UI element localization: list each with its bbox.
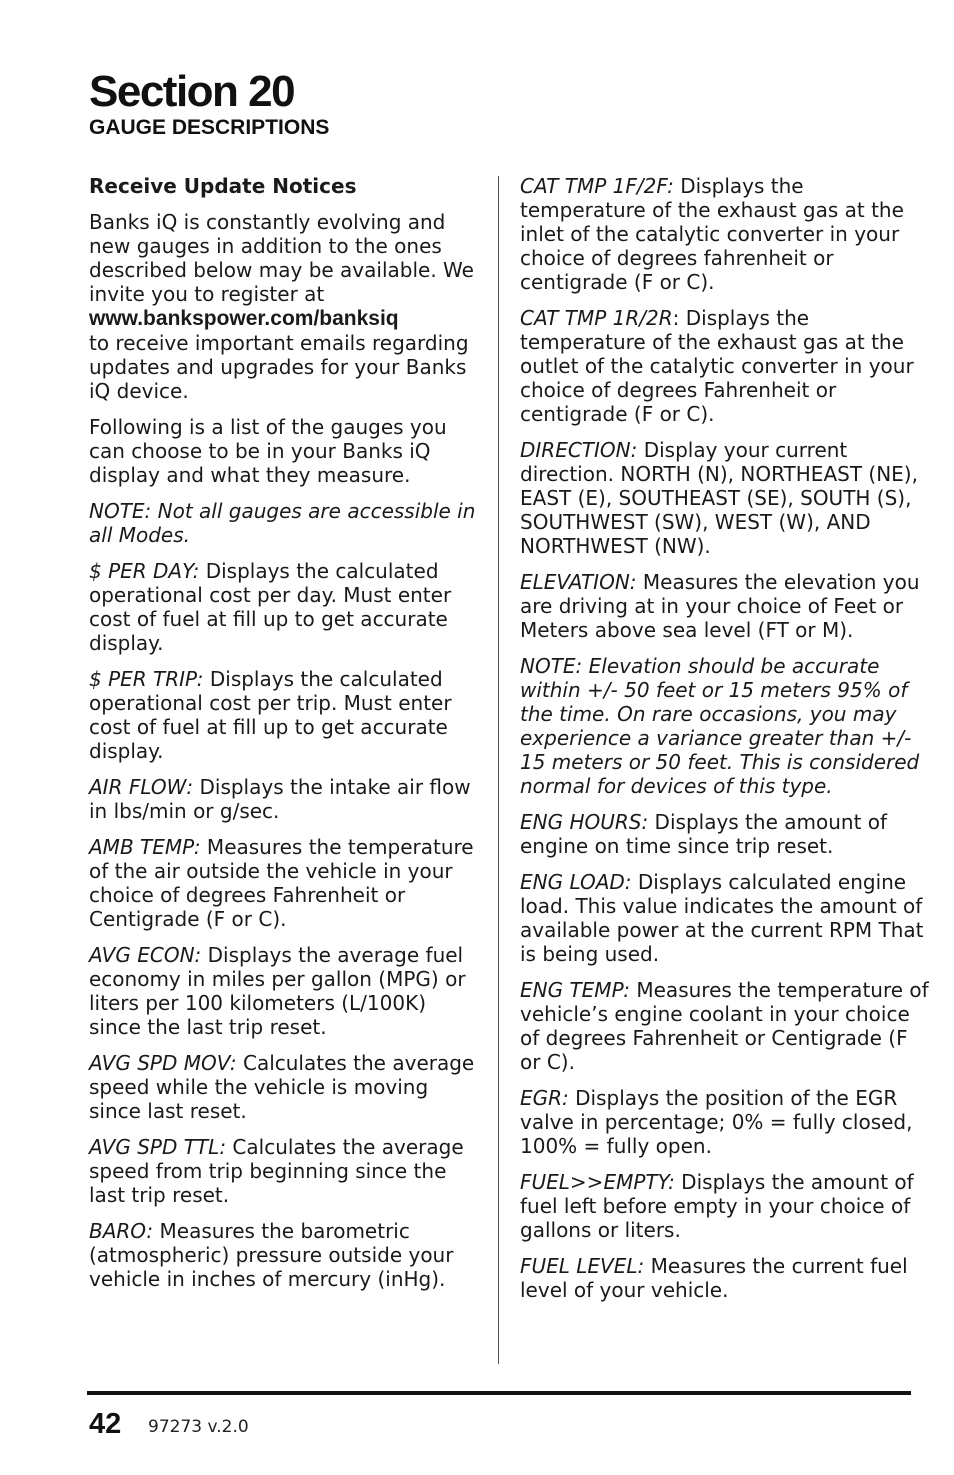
gauge-term: BARO: [89,1219,154,1243]
gauge-term: CAT TMP 1R/2R [520,306,673,330]
gauge-desc: Calculates the average speed from trip beginning since the last trip reset. [89,1135,464,1207]
gauge-term: ENG HOURS: [520,810,649,834]
gauge-entry [89,943,484,1039]
gauge-entry [520,174,930,294]
gauge-desc: Displays calculated engine load. This value indicates the amount of available power at the current RPM That is being used. [520,870,924,966]
elevation-note: NOTE: Elevation should be accurate within +/- 50 feet or 15 meters 95% of the time. On rare occasions, you may experience a variance greater than +/- 15 meters or 50 feet. This is considered normal for devices of this type. [520,654,920,798]
gauge-desc: Displays the average fuel economy in miles per gallon (MPG) or liters per 100 kilometers (L/100K) since the last trip reset. [89,943,466,1039]
page-number: 42 [89,1408,122,1440]
gauge-term: $ PER DAY: [89,559,200,583]
update-notices-heading: Receive Update Notices [89,174,357,198]
section-title: Section 20 [89,67,295,116]
gauge-desc: Measures the current fuel level of your vehicle. [520,1254,908,1302]
left-column [89,174,484,1303]
gauge-term: $ PER TRIP: [89,667,204,691]
gauge-entry [89,835,484,931]
right-column [520,174,930,1314]
gauge-entry [520,1086,930,1158]
gauge-list-intro: Following is a list of the gauges you can choose to be in your Banks iQ display and what they measure. [89,415,447,487]
gauge-entry [520,1254,930,1302]
gauge-desc: : Displays the temperature of the exhaust gas at the outlet of the catalytic converter in your choice of degrees Fahrenheit or centigrade (F or C). [520,306,914,426]
gauge-term: AVG SPD TTL: [89,1135,227,1159]
gauge-term: AVG ECON: [89,943,202,967]
gauge-entry [89,775,484,823]
gauge-entry [520,1170,930,1242]
gauge-term: FUEL>>EMPTY: [520,1170,675,1194]
gauge-entry [89,1219,484,1291]
doc-version: 97273 v.2.0 [148,1417,249,1437]
gauge-desc: Measures the temperature of vehicle’s engine coolant in your choice of degrees Fahrenheit or Centigrade (F or C). [520,978,929,1074]
gauge-desc: Displays the amount of fuel left before empty in your choice of gallons or liters. [520,1170,914,1242]
gauge-desc: Displays the amount of engine on time since trip reset. [520,810,888,858]
gauge-term: ELEVATION: [520,570,637,594]
gauge-term: FUEL LEVEL: [520,1254,645,1278]
gauge-entry [89,1051,484,1123]
page-header [89,68,329,140]
gauge-desc: Displays the position of the EGR valve in percentage; 0% = fully closed, 100% = fully open. [520,1086,913,1158]
gauge-desc: Measures the temperature of the air outside the vehicle in your choice of degrees Fahrenheit or Centigrade (F or C). [89,835,474,931]
gauge-term: ENG LOAD: [520,870,632,894]
gauge-entry [89,1135,484,1207]
intro-text-part1: Banks iQ is constantly evolving and new gauges in addition to the ones described below may be available. We invite you to register at [89,210,474,306]
gauge-term: AIR FLOW: [89,775,194,799]
gauge-entry [520,978,930,1074]
gauge-entry [520,870,930,966]
section-subtitle: GAUGE DESCRIPTIONS [89,116,330,139]
gauge-term: AVG SPD MOV: [89,1051,237,1075]
gauge-entry [89,667,484,763]
footer-rule [87,1391,911,1395]
gauge-desc: Measures the elevation you are driving at in your choice of Feet or Meters above sea level (FT or M). [520,570,920,642]
gauge-term: DIRECTION: [520,438,638,462]
gauge-term: AMB TEMP: [89,835,201,859]
intro-paragraph [89,210,484,403]
gauge-entry [89,559,484,655]
register-link[interactable]: www.bankspower.com/banksiq [89,307,399,330]
column-divider [498,176,499,1364]
gauge-desc: Displays the calculated operational cost per trip. Must enter cost of fuel at fill up to get accurate display. [89,667,452,763]
gauge-term: CAT TMP 1F/2F: [520,174,674,198]
gauge-desc: Calculates the average speed while the vehicle is moving since last reset. [89,1051,475,1123]
gauge-entry [520,306,930,426]
gauge-desc: Displays the calculated operational cost per day. Must enter cost of fuel at fill up to get accurate display. [89,559,452,655]
modes-note: NOTE: Not all gauges are accessible in all Modes. [89,499,476,547]
gauge-entry [520,570,930,642]
gauge-desc: Display your current direction. NORTH (N), NORTHEAST (NE), EAST (E), SOUTHEAST (SE), SOUTH (S), SOUTHWEST (SW), WEST (W), AND NORTHWEST (NW). [520,438,918,558]
gauge-desc: Displays the temperature of the exhaust gas at the inlet of the catalytic converter in your choice of degrees fahrenheit or centigrade (F or C). [520,174,904,294]
gauge-desc: Displays the intake air flow in lbs/min or g/sec. [89,775,471,823]
intro-text-part2: to receive important emails regarding updates and upgrades for your Banks iQ device. [89,331,469,403]
gauge-entry [520,438,930,558]
gauge-term: EGR: [520,1086,569,1110]
gauge-term: ENG TEMP: [520,978,631,1002]
gauge-desc: Measures the barometric (atmospheric) pressure outside your vehicle in inches of mercury (inHg). [89,1219,454,1291]
gauge-entry [520,810,930,858]
